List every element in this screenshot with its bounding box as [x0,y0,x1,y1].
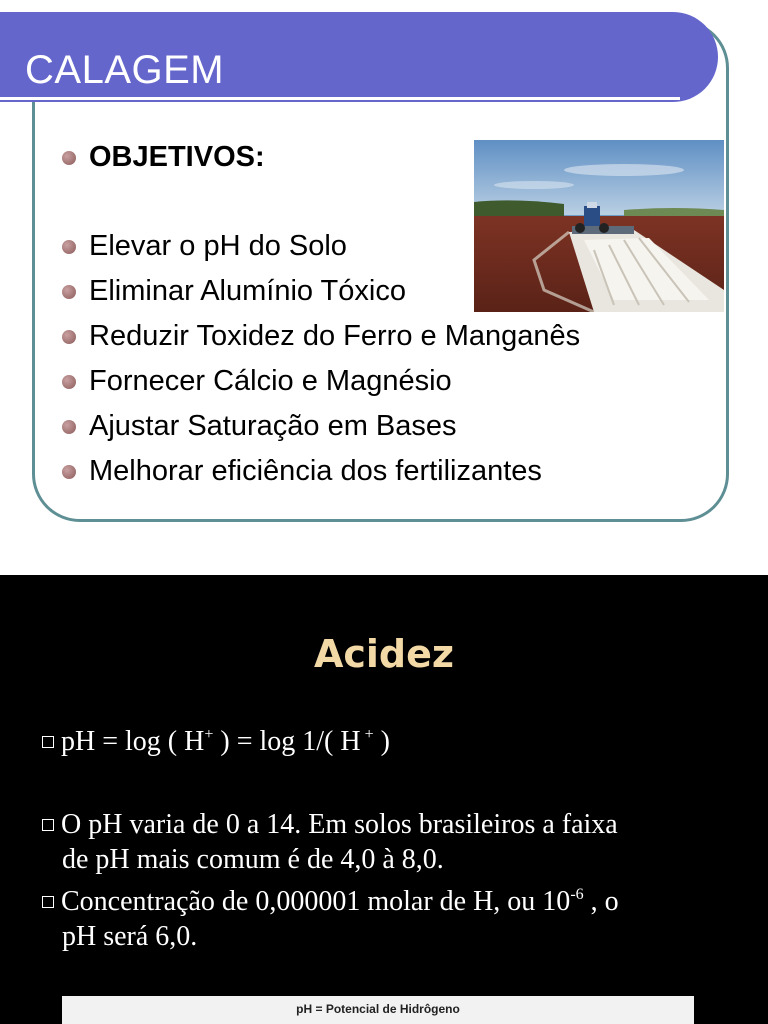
formula-text: ) = log 1/( H [213,726,361,757]
paragraph-text: Concentração de 0,000001 molar de H, ou 10 [61,886,571,917]
ph-table-image [62,996,694,1024]
list-item-text: Elevar o pH do Solo [89,230,347,262]
list-item-text: Eliminar Alumínio Tóxico [89,275,406,307]
superscript: + [360,726,374,743]
superscript: -6 [570,886,584,903]
bullet-icon [62,420,76,434]
title-underline [0,97,680,100]
tractor-liming-photo [474,140,724,312]
bullet-icon [62,330,76,344]
table-caption: pH = Potencial de Hidrôgeno [296,1002,460,1016]
paragraph-text: de pH mais comum é de 4,0 à 8,0. [62,844,444,875]
objectives-heading: OBJETIVOS: [89,141,265,173]
paragraph-text: O pH varia de 0 a 14. Em solos brasileiros a faixa [61,809,618,840]
paragraph-text: pH será 6,0. [62,921,198,952]
slide-acidez [0,575,768,1024]
formula-text: ) [373,726,390,757]
checkbox-bullet-icon [42,896,54,908]
checkbox-bullet-icon [42,819,54,831]
paragraph-text: , o [583,886,619,917]
slide-title: Acidez [313,632,455,676]
checkbox-bullet-icon [42,736,54,748]
concentration-paragraph [42,884,619,954]
bullet-icon [62,240,76,254]
bullet-icon [62,151,76,165]
list-item-text: Fornecer Cálcio e Magnésio [89,365,452,397]
formula-text: pH = log ( H [61,726,205,757]
superscript: + [204,726,214,743]
title-bar [0,12,718,102]
bullet-icon [62,285,76,299]
bullet-icon [62,465,76,479]
ph-range-paragraph [42,807,618,877]
list-item-text: Reduzir Toxidez do Ferro e Manganês [89,320,581,352]
slide-title: CALAGEM [25,48,225,92]
list-item-text: Ajustar Saturação em Bases [89,410,457,442]
bullet-icon [62,375,76,389]
list-item-text: Melhorar eficiência dos fertilizantes [89,455,542,487]
formula-paragraph [42,724,390,759]
